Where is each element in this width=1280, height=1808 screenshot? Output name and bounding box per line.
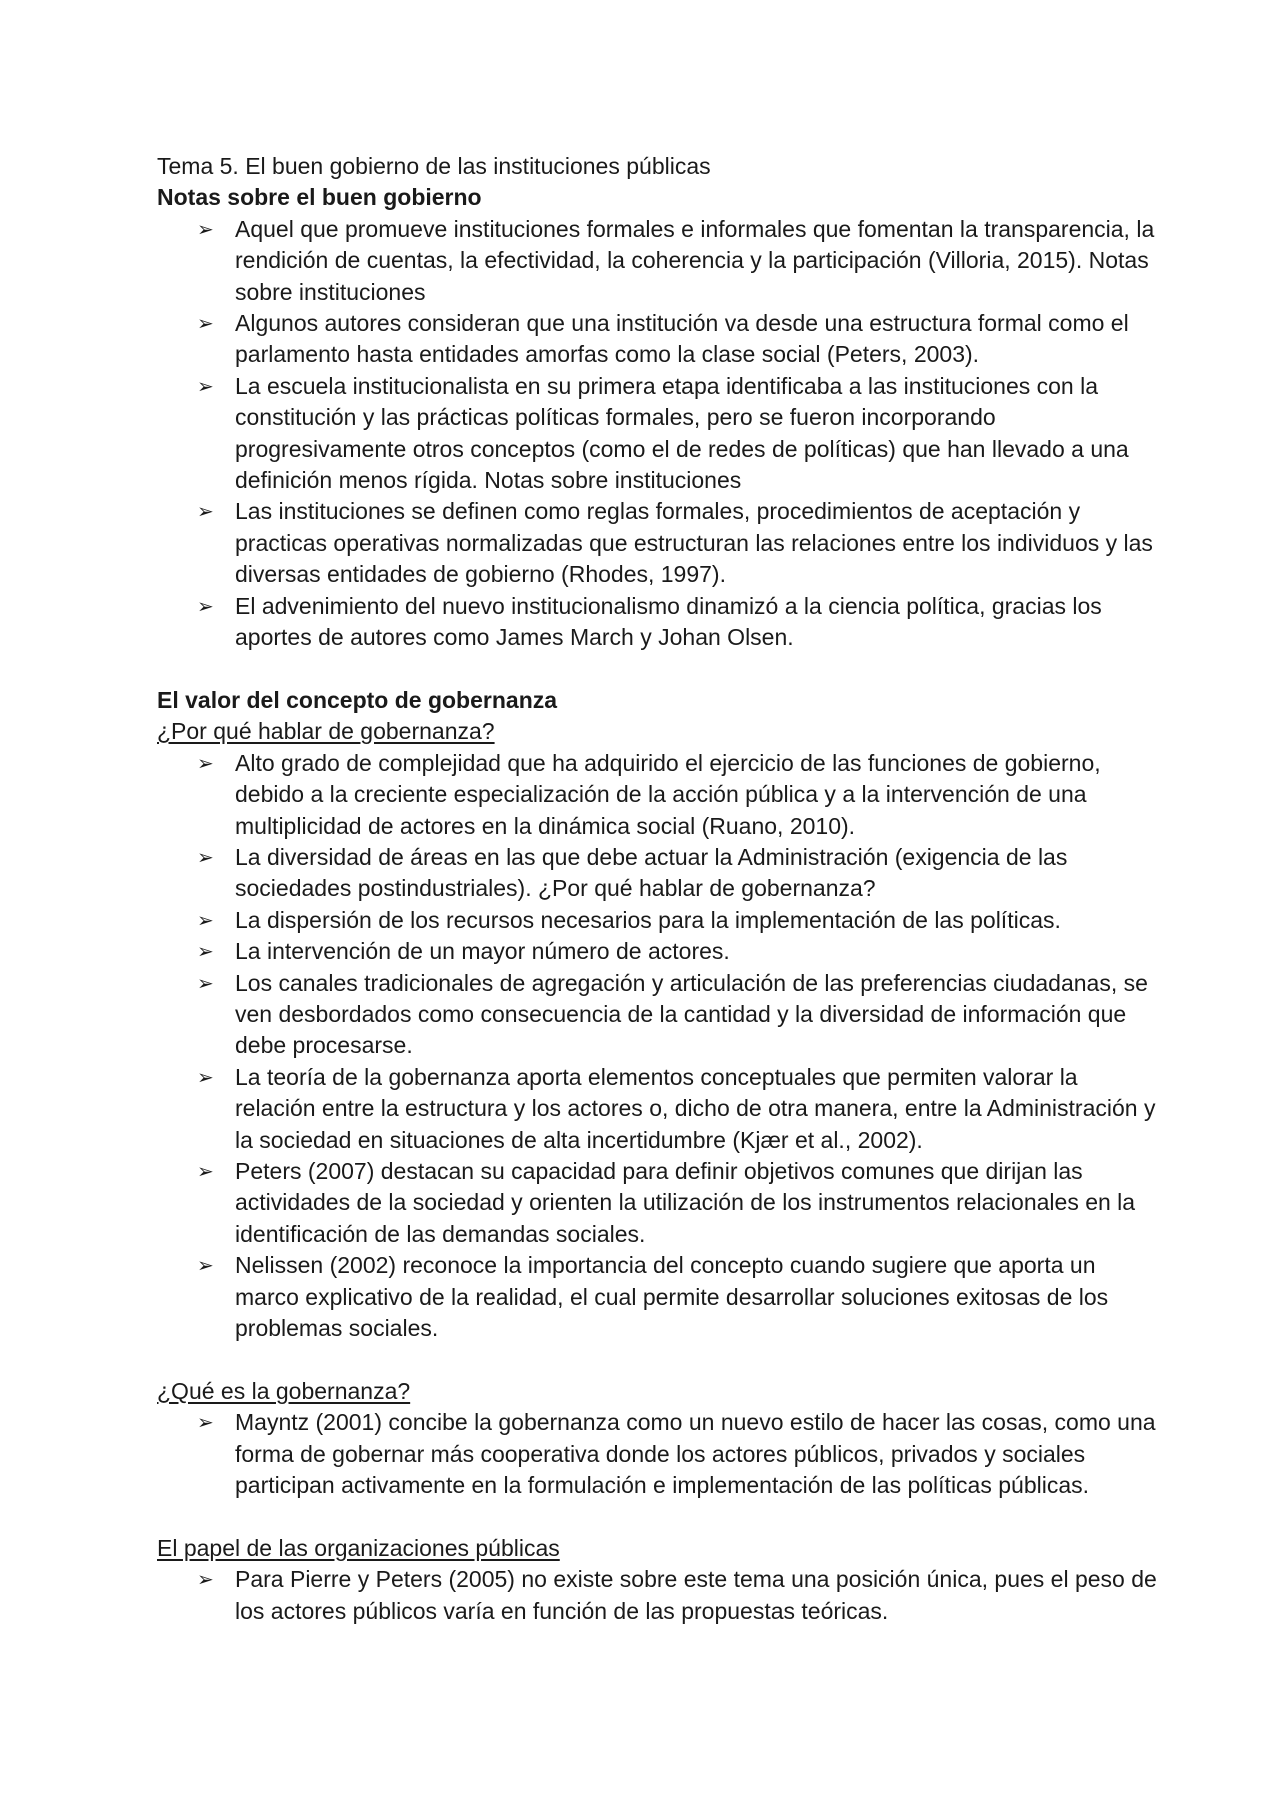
list-item-text: El advenimiento del nuevo institucionalismo dinamizó a la ciencia política, gracias los aportes de autores como James March y Johan Olsen. [235, 592, 1102, 651]
section-heading-gobernanza: El valor del concepto de gobernanza [157, 686, 558, 713]
arrow-bullet-icon: ➢ [197, 1064, 214, 1089]
blank-line [157, 654, 1157, 685]
list-item-text: Mayntz (2001) concibe la gobernanza como un nuevo estilo de hacer las cosas, como una forma de gobernar más cooperativa donde los actores públicos, privados y sociales participan activamente en la formulación e implementación de las políticas públicas. [235, 1409, 1156, 1499]
arrow-bullet-icon: ➢ [197, 373, 214, 398]
arrow-bullet-icon: ➢ [197, 939, 214, 964]
list-item-text: Alto grado de complejidad que ha adquirido el ejercicio de las funciones de gobierno, debido a la creciente especialización de la acción pública y a la intervención de una multiplicidad de actores en la dinámica social (Ruano, 2010). [235, 749, 1101, 839]
list-item-text: Aquel que promueve instituciones formales e informales que fomentan la transparencia, la rendición de cuentas, la efectividad, la coherencia y la participación (Villoria, 2015). Notas sobre instituciones [235, 215, 1155, 305]
list-item [157, 1250, 1157, 1344]
section-heading-buen-gobierno: Notas sobre el buen gobierno [157, 184, 482, 211]
arrow-bullet-icon: ➢ [197, 1158, 214, 1183]
list-item [157, 371, 1157, 497]
bullet-list-que-es-gobernanza [157, 1407, 1157, 1501]
arrow-bullet-icon: ➢ [197, 970, 214, 995]
list-item-text: Peters (2007) destacan su capacidad para definir objetivos comunes que dirijan las actividades de la sociedad y orienten la utilización de los instrumentos relacionales en la identificación de las demandas sociales. [235, 1157, 1136, 1247]
list-item [157, 936, 1157, 967]
subheading-por-que-gobernanza: ¿Por qué hablar de gobernanza? [157, 718, 495, 745]
arrow-bullet-icon: ➢ [197, 750, 214, 775]
arrow-bullet-icon: ➢ [197, 1253, 214, 1278]
arrow-bullet-icon: ➢ [197, 907, 214, 932]
list-item [157, 214, 1157, 308]
list-item [157, 1156, 1157, 1250]
list-item [157, 496, 1157, 590]
list-item [157, 591, 1157, 654]
list-item [157, 1564, 1157, 1627]
list-item [157, 1062, 1157, 1156]
list-item-text: La teoría de la gobernanza aporta elementos conceptuales que permiten valorar la relación entre la estructura y los actores o, dicho de otra manera, entre la Administración y la sociedad en situaciones de alta incertidumbre (Kjær et al., 2002). [235, 1063, 1156, 1153]
list-item [157, 748, 1157, 842]
list-item-text: La diversidad de áreas en las que debe actuar la Administración (exigencia de las sociedades postindustriales). ¿Por qué hablar de gobernanza? [235, 843, 1068, 902]
blank-line [157, 1501, 1157, 1532]
subheading-papel-organizaciones: El papel de las organizaciones públicas [157, 1534, 560, 1561]
arrow-bullet-icon: ➢ [197, 311, 214, 336]
arrow-bullet-icon: ➢ [197, 1410, 214, 1435]
list-item [157, 842, 1157, 905]
document-page [157, 151, 1157, 1627]
subheading-que-es-gobernanza: ¿Qué es la gobernanza? [157, 1377, 411, 1404]
list-item [157, 905, 1157, 936]
list-item-text: Las instituciones se definen como reglas formales, procedimientos de aceptación y practicas operativas normalizadas que estructuran las relaciones entre los individuos y las diversas entidades de gobierno (Rhodes, 1997). [235, 498, 1153, 588]
arrow-bullet-icon: ➢ [197, 1567, 214, 1592]
document-title: Tema 5. El buen gobierno de las instituciones públicas [157, 153, 711, 179]
bullet-list-por-que-gobernanza [157, 748, 1157, 1345]
arrow-bullet-icon: ➢ [197, 499, 214, 524]
arrow-bullet-icon: ➢ [197, 593, 214, 618]
arrow-bullet-icon: ➢ [197, 844, 214, 869]
list-item [157, 968, 1157, 1062]
list-item-text: Nelissen (2002) reconoce la importancia del concepto cuando sugiere que aporta un marco explicativo de la realidad, el cual permite desarrollar soluciones exitosas de los problemas sociales. [235, 1252, 1109, 1342]
bullet-list-papel-organizaciones [157, 1564, 1157, 1627]
blank-line [157, 1344, 1157, 1375]
list-item-text: Para Pierre y Peters (2005) no existe sobre este tema una posición única, pues el peso de los actores públicos varía en función de las propuestas teóricas. [235, 1566, 1157, 1624]
list-item [157, 1407, 1157, 1501]
arrow-bullet-icon: ➢ [197, 216, 214, 241]
bullet-list-buen-gobierno [157, 214, 1157, 654]
list-item-text: Algunos autores consideran que una institución va desde una estructura formal como el parlamento hasta entidades amorfas como la clase social (Peters, 2003). [235, 310, 1129, 368]
list-item-text: La escuela institucionalista en su primera etapa identificaba a las instituciones con la constitución y las prácticas políticas formales, pero se fueron incorporando progresivamente otros conceptos (como el de redes de políticas) que han llevado a una definición menos rígida. Notas sobre instituciones [235, 372, 1129, 494]
list-item-text: La intervención de un mayor número de actores. [235, 938, 730, 965]
list-item-text: La dispersión de los recursos necesarios para la implementación de las políticas. [235, 906, 1061, 933]
list-item [157, 308, 1157, 371]
list-item-text: Los canales tradicionales de agregación y articulación de las preferencias ciudadanas, se ven desbordados como consecuencia de la cantidad y la diversidad de información que debe procesarse. [235, 969, 1148, 1059]
